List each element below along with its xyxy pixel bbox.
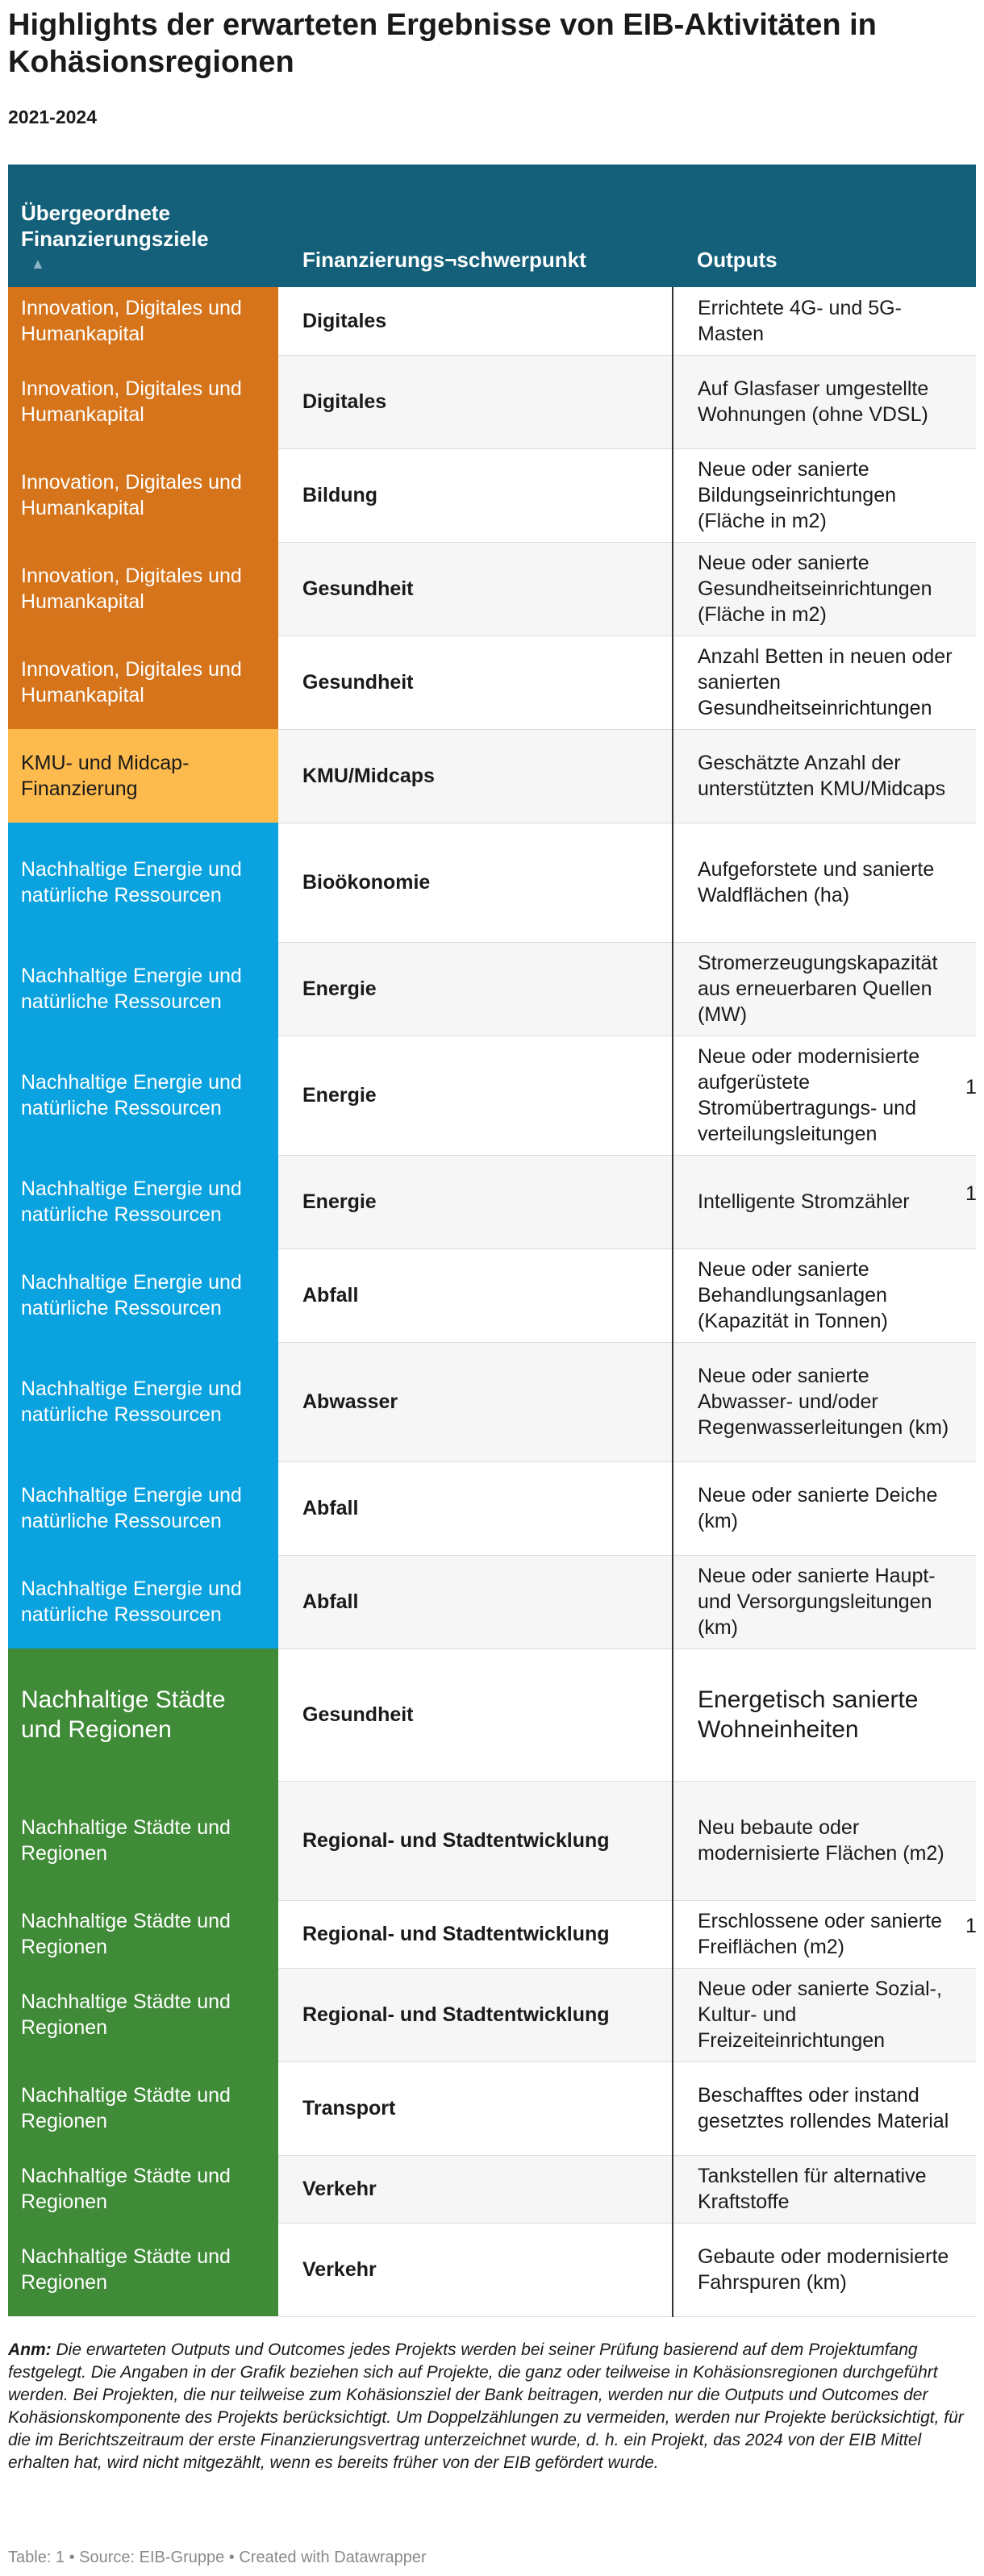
output-cell: Neue oder sanierte Haupt- und Versorgungsleitungen (km) <box>673 1555 976 1649</box>
focus-cell: Abfall <box>278 1461 673 1555</box>
table-row <box>8 448 976 542</box>
goal-cell: Innovation, Digitales und Humankapital <box>8 287 278 355</box>
goal-cell: Nachhaltige Energie und natürliche Ressourcen <box>8 1155 278 1248</box>
goal-cell: Nachhaltige Städte und Regionen <box>8 2155 278 2223</box>
table-row <box>8 2223 976 2316</box>
footnote <box>8 2339 968 2474</box>
goal-cell: Nachhaltige Energie und natürliche Ressourcen <box>8 1555 278 1649</box>
table-row <box>8 823 976 942</box>
output-cell: Aufgeforstete und sanierte Waldflächen (ha) <box>673 823 976 942</box>
table-header-row <box>8 165 976 287</box>
goal-cell: Innovation, Digitales und Humankapital <box>8 355 278 448</box>
focus-cell: KMU/Midcaps <box>278 729 673 823</box>
focus-cell: Abfall <box>278 1555 673 1649</box>
column-header-outputs[interactable]: Outputs <box>673 165 976 287</box>
truncated-value: 1 <box>965 1182 977 1205</box>
table-row <box>8 542 976 636</box>
output-cell: Neue oder modernisierte aufgerüstete Stromübertragungs- und verteilungsleitungen <box>673 1036 976 1155</box>
sort-ascending-icon[interactable]: ▲ <box>31 256 45 272</box>
focus-cell: Gesundheit <box>278 636 673 729</box>
focus-cell: Verkehr <box>278 2155 673 2223</box>
column-header-goals[interactable] <box>8 165 278 287</box>
focus-cell: Transport <box>278 2061 673 2155</box>
focus-cell: Digitales <box>278 287 673 355</box>
output-cell: Tankstellen für alternative Kraftstoffe <box>673 2155 976 2223</box>
output-cell: Beschafftes oder instand gesetztes rollendes Material <box>673 2061 976 2155</box>
focus-cell: Regional- und Stadtentwicklung <box>278 1781 673 1900</box>
focus-cell: Digitales <box>278 355 673 448</box>
goal-cell: Nachhaltige Städte und Regionen <box>8 1900 278 1968</box>
goal-cell: Nachhaltige Energie und natürliche Ressourcen <box>8 1342 278 1461</box>
table-row <box>8 1900 976 1968</box>
focus-cell: Regional- und Stadtentwicklung <box>278 1968 673 2061</box>
table-row <box>8 1342 976 1461</box>
output-cell: Auf Glasfaser umgestellte Wohnungen (ohne VDSL) <box>673 355 976 448</box>
output-cell: Energetisch sanierte Wohneinheiten <box>673 1649 976 1781</box>
output-cell: Neue oder sanierte Behandlungsanlagen (Kapazität in Tonnen) <box>673 1248 976 1342</box>
source-footer: Table: 1 • Source: EIB-Gruppe • Created with Datawrapper <box>8 2549 427 2566</box>
goal-cell: Nachhaltige Städte und Regionen <box>8 1781 278 1900</box>
table-row <box>8 1461 976 1555</box>
truncated-value: 1 <box>965 1915 977 1937</box>
focus-cell: Abwasser <box>278 1342 673 1461</box>
goal-cell: Nachhaltige Energie und natürliche Ressourcen <box>8 1036 278 1155</box>
output-cell: Neue oder sanierte Gesundheitseinrichtungen (Fläche in m2) <box>673 542 976 636</box>
table-row <box>8 942 976 1036</box>
table-row <box>8 1781 976 1900</box>
goal-cell: Innovation, Digitales und Humankapital <box>8 542 278 636</box>
goal-cell: Innovation, Digitales und Humankapital <box>8 448 278 542</box>
output-cell: Stromerzeugungskapazität aus erneuerbaren Quellen (MW) <box>673 942 976 1036</box>
focus-cell: Gesundheit <box>278 1649 673 1781</box>
table-row <box>8 2061 976 2155</box>
table-row <box>8 355 976 448</box>
focus-cell: Abfall <box>278 1248 673 1342</box>
table-row <box>8 1248 976 1342</box>
table-row <box>8 636 976 729</box>
results-table-container <box>8 165 976 2317</box>
goal-cell: Nachhaltige Städte und Regionen <box>8 1649 278 1781</box>
focus-cell: Regional- und Stadtentwicklung <box>278 1900 673 1968</box>
goal-cell: Nachhaltige Städte und Regionen <box>8 1968 278 2061</box>
output-cell: Neu bebaute oder modernisierte Flächen (m2) <box>673 1781 976 1900</box>
focus-cell: Verkehr <box>278 2223 673 2316</box>
goal-cell: Nachhaltige Energie und natürliche Ressourcen <box>8 823 278 942</box>
footnote-text: Die erwarteten Outputs und Outcomes jedes Projekts werden bei seiner Prüfung basierend auf dem Projektumfang festgelegt. Die Angaben in der Grafik beziehen sich auf Projekte, die ganz oder teilweise in Kohäsionsregionen durchgeführt werden. Bei Projekten, die nur teilweise zum Kohäsionsziel der Bank beitragen, werden nur die Outputs und Outcomes der Kohäsionskomponente des Projekts berücksichtigt. Um Doppelzählungen zu vermeiden, werden nur Projekte berücksichtigt, für die im Berichtszeitraum der erste Finanzierungsvertrag unterzeichnet wurde, d. h. ein Projekt, das 2024 von der EIB Mittel erhalten hat, wird nicht mitgezählt, wenn es bereits früher von der EIB gefördert wurde. <box>8 2340 964 2472</box>
focus-cell: Bioökonomie <box>278 823 673 942</box>
goal-cell: Nachhaltige Energie und natürliche Ressourcen <box>8 1248 278 1342</box>
goal-cell: Nachhaltige Energie und natürliche Ressourcen <box>8 942 278 1036</box>
focus-cell: Energie <box>278 1036 673 1155</box>
focus-cell: Bildung <box>278 448 673 542</box>
column-header-goals-label: Übergeordnete Finanzierungsziele <box>21 201 209 251</box>
table-row <box>8 1649 976 1781</box>
results-table <box>8 165 976 2317</box>
goal-cell: Nachhaltige Städte und Regionen <box>8 2061 278 2155</box>
table-row <box>8 1036 976 1155</box>
goal-cell: Nachhaltige Energie und natürliche Ressourcen <box>8 1461 278 1555</box>
table-row <box>8 287 976 355</box>
table-row <box>8 1555 976 1649</box>
output-cell: Intelligente Stromzähler <box>673 1155 976 1248</box>
table-row <box>8 1155 976 1248</box>
output-cell: Geschätzte Anzahl der unterstützten KMU/Midcaps <box>673 729 976 823</box>
table-row <box>8 2155 976 2223</box>
output-cell: Errichtete 4G- und 5G-Masten <box>673 287 976 355</box>
output-cell: Neue oder sanierte Bildungseinrichtungen (Fläche in m2) <box>673 448 976 542</box>
output-cell: Gebaute oder modernisierte Fahrspuren (km) <box>673 2223 976 2316</box>
focus-cell: Energie <box>278 1155 673 1248</box>
goal-cell: KMU- und Midcap-Finanzierung <box>8 729 278 823</box>
footnote-label: Anm: <box>8 2340 52 2359</box>
page-subtitle: 2021-2024 <box>8 106 97 127</box>
output-cell: Neue oder sanierte Abwasser- und/oder Regenwasserleitungen (km) <box>673 1342 976 1461</box>
output-cell: Anzahl Betten in neuen oder sanierten Gesundheitseinrichtungen <box>673 636 976 729</box>
page-title: Highlights der erwarteten Ergebnisse von EIB-Aktivitäten in Kohäsionsregionen <box>8 8 877 79</box>
goal-cell: Innovation, Digitales und Humankapital <box>8 636 278 729</box>
table-row <box>8 1968 976 2061</box>
focus-cell: Energie <box>278 942 673 1036</box>
output-cell: Neue oder sanierte Sozial-, Kultur- und Freizeiteinrichtungen <box>673 1968 976 2061</box>
truncated-value: 1 <box>965 1076 977 1098</box>
output-cell: Erschlossene oder sanierte Freiflächen (m2) <box>673 1900 976 1968</box>
focus-cell: Gesundheit <box>278 542 673 636</box>
output-cell: Neue oder sanierte Deiche (km) <box>673 1461 976 1555</box>
goal-cell: Nachhaltige Städte und Regionen <box>8 2223 278 2316</box>
column-header-focus[interactable]: Finanzierungs¬schwerpunkt <box>278 165 673 287</box>
table-row <box>8 729 976 823</box>
